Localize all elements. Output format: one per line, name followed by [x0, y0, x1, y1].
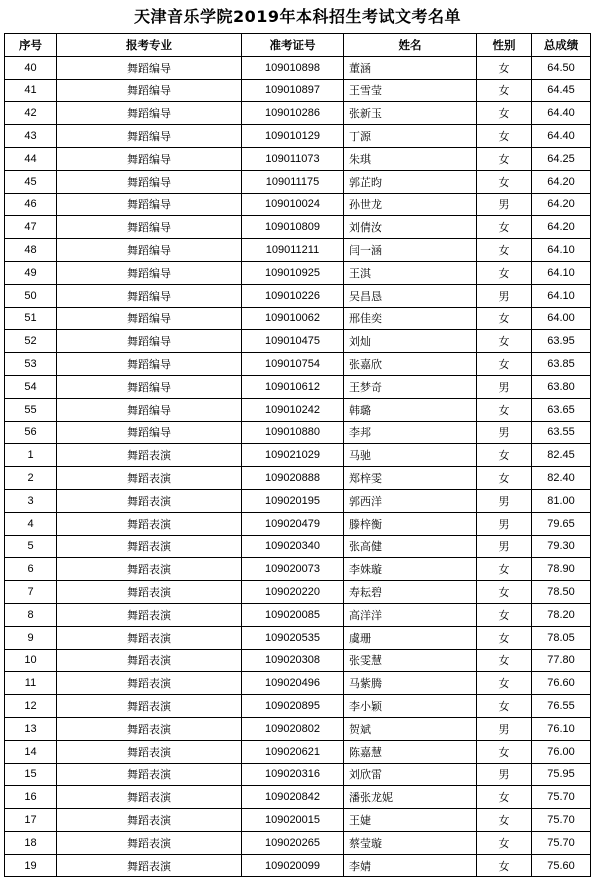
- cell-major: 舞蹈编导: [57, 239, 242, 262]
- cell-sex: 女: [477, 239, 532, 262]
- cell-sex: 女: [477, 558, 532, 581]
- page-title: 天津音乐学院2019年本科招生考试文考名单: [133, 7, 462, 26]
- cell-no: 18: [5, 831, 57, 854]
- cell-major: 舞蹈编导: [57, 170, 242, 193]
- cell-score: 63.65: [532, 398, 591, 421]
- cell-name: 李小颖: [344, 695, 477, 718]
- table-row: [5, 581, 591, 604]
- cell-name: 韩璐: [344, 398, 477, 421]
- cell-id: 109020340: [242, 535, 344, 558]
- cell-id: 109020265: [242, 831, 344, 854]
- cell-name: 丁源: [344, 125, 477, 148]
- cell-id: 109020479: [242, 512, 344, 535]
- cell-no: 50: [5, 284, 57, 307]
- cell-major: 舞蹈表演: [57, 558, 242, 581]
- table-row: [5, 649, 591, 672]
- cell-major: 舞蹈编导: [57, 261, 242, 284]
- cell-score: 75.70: [532, 786, 591, 809]
- cell-score: 64.10: [532, 239, 591, 262]
- cell-major: 舞蹈表演: [57, 831, 242, 854]
- cell-major: 舞蹈编导: [57, 125, 242, 148]
- cell-id: 109020621: [242, 740, 344, 763]
- cell-sex: 女: [477, 147, 532, 170]
- table-row: [5, 444, 591, 467]
- cell-name: 潘张龙妮: [344, 786, 477, 809]
- cell-major: 舞蹈表演: [57, 444, 242, 467]
- cell-no: 45: [5, 170, 57, 193]
- cell-name: 马紫腾: [344, 672, 477, 695]
- cell-score: 81.00: [532, 489, 591, 512]
- cell-no: 5: [5, 535, 57, 558]
- table-row: [5, 56, 591, 79]
- cell-no: 43: [5, 125, 57, 148]
- cell-score: 78.50: [532, 581, 591, 604]
- cell-name: 郭西洋: [344, 489, 477, 512]
- table-row: [5, 809, 591, 832]
- cell-name: 张嘉欣: [344, 353, 477, 376]
- table-row: [5, 284, 591, 307]
- cell-score: 64.45: [532, 79, 591, 102]
- cell-no: 49: [5, 261, 57, 284]
- cell-name: 虞珊: [344, 626, 477, 649]
- table-row: [5, 854, 591, 877]
- table-header-row: [5, 34, 591, 57]
- header-no: 序号: [5, 34, 57, 57]
- cell-score: 78.20: [532, 603, 591, 626]
- cell-no: 48: [5, 239, 57, 262]
- cell-score: 63.85: [532, 353, 591, 376]
- cell-score: 64.10: [532, 284, 591, 307]
- cell-major: 舞蹈编导: [57, 421, 242, 444]
- cell-id: 109020888: [242, 467, 344, 490]
- cell-major: 舞蹈表演: [57, 672, 242, 695]
- cell-major: 舞蹈表演: [57, 535, 242, 558]
- cell-id: 109020099: [242, 854, 344, 877]
- table-row: [5, 740, 591, 763]
- table-row: [5, 79, 591, 102]
- cell-sex: 男: [477, 284, 532, 307]
- cell-no: 56: [5, 421, 57, 444]
- cell-name: 闫一涵: [344, 239, 477, 262]
- cell-score: 78.05: [532, 626, 591, 649]
- cell-id: 109020308: [242, 649, 344, 672]
- header-id: 准考证号: [242, 34, 344, 57]
- cell-id: 109020496: [242, 672, 344, 695]
- cell-name: 滕梓衡: [344, 512, 477, 535]
- cell-sex: 女: [477, 307, 532, 330]
- cell-id: 109010754: [242, 353, 344, 376]
- cell-score: 75.70: [532, 831, 591, 854]
- cell-score: 82.40: [532, 467, 591, 490]
- cell-sex: 女: [477, 56, 532, 79]
- cell-sex: 女: [477, 581, 532, 604]
- cell-score: 64.50: [532, 56, 591, 79]
- cell-no: 2: [5, 467, 57, 490]
- table-row: [5, 330, 591, 353]
- table-row: [5, 535, 591, 558]
- cell-no: 4: [5, 512, 57, 535]
- cell-major: 舞蹈编导: [57, 56, 242, 79]
- cell-id: 109020073: [242, 558, 344, 581]
- cell-name: 寿耘碧: [344, 581, 477, 604]
- cell-score: 79.65: [532, 512, 591, 535]
- table-row: [5, 672, 591, 695]
- cell-name: 郭芷昀: [344, 170, 477, 193]
- table-row: [5, 603, 591, 626]
- cell-score: 82.45: [532, 444, 591, 467]
- cell-sex: 女: [477, 102, 532, 125]
- cell-name: 李姝璇: [344, 558, 477, 581]
- cell-id: 109020015: [242, 809, 344, 832]
- cell-id: 109010925: [242, 261, 344, 284]
- cell-score: 75.95: [532, 763, 591, 786]
- results-table: [4, 33, 591, 877]
- cell-sex: 女: [477, 330, 532, 353]
- cell-score: 63.55: [532, 421, 591, 444]
- cell-major: 舞蹈表演: [57, 581, 242, 604]
- table-row: [5, 467, 591, 490]
- cell-score: 76.55: [532, 695, 591, 718]
- cell-major: 舞蹈编导: [57, 147, 242, 170]
- cell-score: 64.20: [532, 216, 591, 239]
- cell-id: 109010226: [242, 284, 344, 307]
- cell-no: 51: [5, 307, 57, 330]
- table-row: [5, 147, 591, 170]
- cell-id: 109010612: [242, 375, 344, 398]
- cell-no: 8: [5, 603, 57, 626]
- table-row: [5, 239, 591, 262]
- cell-score: 75.70: [532, 809, 591, 832]
- cell-name: 朱琪: [344, 147, 477, 170]
- cell-sex: 女: [477, 649, 532, 672]
- table-row: [5, 375, 591, 398]
- cell-no: 42: [5, 102, 57, 125]
- table-row: [5, 261, 591, 284]
- cell-major: 舞蹈表演: [57, 649, 242, 672]
- cell-sex: 女: [477, 444, 532, 467]
- cell-no: 14: [5, 740, 57, 763]
- cell-no: 7: [5, 581, 57, 604]
- table-row: [5, 170, 591, 193]
- cell-no: 40: [5, 56, 57, 79]
- cell-sex: 女: [477, 79, 532, 102]
- cell-major: 舞蹈表演: [57, 695, 242, 718]
- cell-no: 47: [5, 216, 57, 239]
- cell-sex: 女: [477, 740, 532, 763]
- table-row: [5, 353, 591, 376]
- cell-name: 吴昌恳: [344, 284, 477, 307]
- cell-score: 64.00: [532, 307, 591, 330]
- cell-id: 109010880: [242, 421, 344, 444]
- table-row: [5, 125, 591, 148]
- cell-score: 75.60: [532, 854, 591, 877]
- cell-sex: 女: [477, 626, 532, 649]
- cell-name: 陈嘉慧: [344, 740, 477, 763]
- cell-name: 李邦: [344, 421, 477, 444]
- cell-id: 109011211: [242, 239, 344, 262]
- cell-score: 64.25: [532, 147, 591, 170]
- cell-major: 舞蹈表演: [57, 786, 242, 809]
- cell-score: 79.30: [532, 535, 591, 558]
- cell-id: 109010286: [242, 102, 344, 125]
- cell-name: 王淇: [344, 261, 477, 284]
- cell-name: 王梦奇: [344, 375, 477, 398]
- cell-name: 高洋洋: [344, 603, 477, 626]
- cell-sex: 女: [477, 353, 532, 376]
- cell-score: 76.60: [532, 672, 591, 695]
- cell-score: 63.80: [532, 375, 591, 398]
- cell-name: 郑梓雯: [344, 467, 477, 490]
- cell-sex: 男: [477, 717, 532, 740]
- cell-major: 舞蹈表演: [57, 467, 242, 490]
- cell-major: 舞蹈表演: [57, 809, 242, 832]
- header-score: 总成绩: [532, 34, 591, 57]
- table-row: [5, 512, 591, 535]
- cell-name: 马驰: [344, 444, 477, 467]
- cell-id: 109020802: [242, 717, 344, 740]
- cell-major: 舞蹈编导: [57, 330, 242, 353]
- cell-no: 10: [5, 649, 57, 672]
- cell-sex: 男: [477, 489, 532, 512]
- cell-no: 52: [5, 330, 57, 353]
- cell-sex: 男: [477, 421, 532, 444]
- cell-sex: 女: [477, 809, 532, 832]
- cell-name: 张雯慧: [344, 649, 477, 672]
- cell-score: 64.40: [532, 125, 591, 148]
- cell-major: 舞蹈表演: [57, 740, 242, 763]
- cell-sex: 女: [477, 831, 532, 854]
- cell-major: 舞蹈编导: [57, 307, 242, 330]
- cell-id: 109010809: [242, 216, 344, 239]
- cell-major: 舞蹈表演: [57, 603, 242, 626]
- cell-no: 6: [5, 558, 57, 581]
- table-row: [5, 717, 591, 740]
- cell-id: 109021029: [242, 444, 344, 467]
- cell-score: 76.00: [532, 740, 591, 763]
- cell-sex: 女: [477, 170, 532, 193]
- cell-name: 董涵: [344, 56, 477, 79]
- cell-score: 77.80: [532, 649, 591, 672]
- cell-id: 109020085: [242, 603, 344, 626]
- cell-major: 舞蹈编导: [57, 398, 242, 421]
- cell-id: 109010475: [242, 330, 344, 353]
- cell-id: 109010129: [242, 125, 344, 148]
- cell-name: 刘倩汝: [344, 216, 477, 239]
- cell-sex: 女: [477, 261, 532, 284]
- cell-no: 41: [5, 79, 57, 102]
- cell-sex: 女: [477, 603, 532, 626]
- cell-sex: 女: [477, 125, 532, 148]
- table-row: [5, 489, 591, 512]
- cell-id: 109010024: [242, 193, 344, 216]
- table-row: [5, 695, 591, 718]
- cell-score: 64.20: [532, 193, 591, 216]
- cell-score: 78.90: [532, 558, 591, 581]
- table-row: [5, 421, 591, 444]
- cell-major: 舞蹈编导: [57, 216, 242, 239]
- cell-major: 舞蹈表演: [57, 489, 242, 512]
- cell-major: 舞蹈表演: [57, 717, 242, 740]
- cell-no: 15: [5, 763, 57, 786]
- cell-no: 11: [5, 672, 57, 695]
- cell-name: 王婕: [344, 809, 477, 832]
- header-name: 姓名: [344, 34, 477, 57]
- cell-sex: 女: [477, 786, 532, 809]
- cell-no: 1: [5, 444, 57, 467]
- cell-score: 64.10: [532, 261, 591, 284]
- cell-id: 109020535: [242, 626, 344, 649]
- cell-sex: 男: [477, 535, 532, 558]
- cell-no: 16: [5, 786, 57, 809]
- table-row: [5, 398, 591, 421]
- cell-score: 64.40: [532, 102, 591, 125]
- cell-score: 63.95: [532, 330, 591, 353]
- cell-id: 109010898: [242, 56, 344, 79]
- cell-major: 舞蹈编导: [57, 284, 242, 307]
- cell-major: 舞蹈编导: [57, 79, 242, 102]
- cell-no: 53: [5, 353, 57, 376]
- header-major: 报考专业: [57, 34, 242, 57]
- cell-no: 54: [5, 375, 57, 398]
- cell-no: 17: [5, 809, 57, 832]
- cell-name: 邢佳奕: [344, 307, 477, 330]
- cell-name: 蔡莹璇: [344, 831, 477, 854]
- cell-major: 舞蹈编导: [57, 102, 242, 125]
- cell-sex: 女: [477, 695, 532, 718]
- cell-name: 孙世龙: [344, 193, 477, 216]
- table-row: [5, 193, 591, 216]
- cell-id: 109020842: [242, 786, 344, 809]
- table-body: [5, 56, 591, 877]
- cell-no: 46: [5, 193, 57, 216]
- table-row: [5, 307, 591, 330]
- cell-major: 舞蹈编导: [57, 375, 242, 398]
- cell-name: 张新玉: [344, 102, 477, 125]
- cell-id: 109020895: [242, 695, 344, 718]
- cell-id: 109011073: [242, 147, 344, 170]
- table-row: [5, 763, 591, 786]
- table-row: [5, 786, 591, 809]
- cell-sex: 女: [477, 216, 532, 239]
- cell-sex: 女: [477, 672, 532, 695]
- table-row: [5, 558, 591, 581]
- cell-sex: 女: [477, 467, 532, 490]
- cell-id: 109010897: [242, 79, 344, 102]
- cell-name: 张高健: [344, 535, 477, 558]
- cell-score: 64.20: [532, 170, 591, 193]
- cell-sex: 女: [477, 854, 532, 877]
- cell-name: 贺斌: [344, 717, 477, 740]
- cell-id: 109020195: [242, 489, 344, 512]
- table-row: [5, 626, 591, 649]
- table-row: [5, 102, 591, 125]
- cell-no: 9: [5, 626, 57, 649]
- cell-major: 舞蹈表演: [57, 854, 242, 877]
- cell-major: 舞蹈编导: [57, 193, 242, 216]
- cell-name: 李婧: [344, 854, 477, 877]
- cell-no: 55: [5, 398, 57, 421]
- cell-no: 12: [5, 695, 57, 718]
- cell-sex: 女: [477, 398, 532, 421]
- cell-score: 76.10: [532, 717, 591, 740]
- cell-name: 王雪莹: [344, 79, 477, 102]
- cell-sex: 男: [477, 512, 532, 535]
- cell-name: 刘灿: [344, 330, 477, 353]
- cell-no: 13: [5, 717, 57, 740]
- cell-id: 109020316: [242, 763, 344, 786]
- cell-no: 19: [5, 854, 57, 877]
- cell-name: 刘欣雷: [344, 763, 477, 786]
- cell-major: 舞蹈编导: [57, 353, 242, 376]
- table-row: [5, 831, 591, 854]
- cell-id: 109010062: [242, 307, 344, 330]
- cell-sex: 男: [477, 375, 532, 398]
- cell-sex: 男: [477, 193, 532, 216]
- cell-no: 44: [5, 147, 57, 170]
- cell-major: 舞蹈表演: [57, 512, 242, 535]
- cell-no: 3: [5, 489, 57, 512]
- cell-id: 109010242: [242, 398, 344, 421]
- cell-id: 109020220: [242, 581, 344, 604]
- cell-major: 舞蹈表演: [57, 626, 242, 649]
- cell-id: 109011175: [242, 170, 344, 193]
- header-sex: 性别: [477, 34, 532, 57]
- table-row: [5, 216, 591, 239]
- cell-major: 舞蹈表演: [57, 763, 242, 786]
- cell-sex: 男: [477, 763, 532, 786]
